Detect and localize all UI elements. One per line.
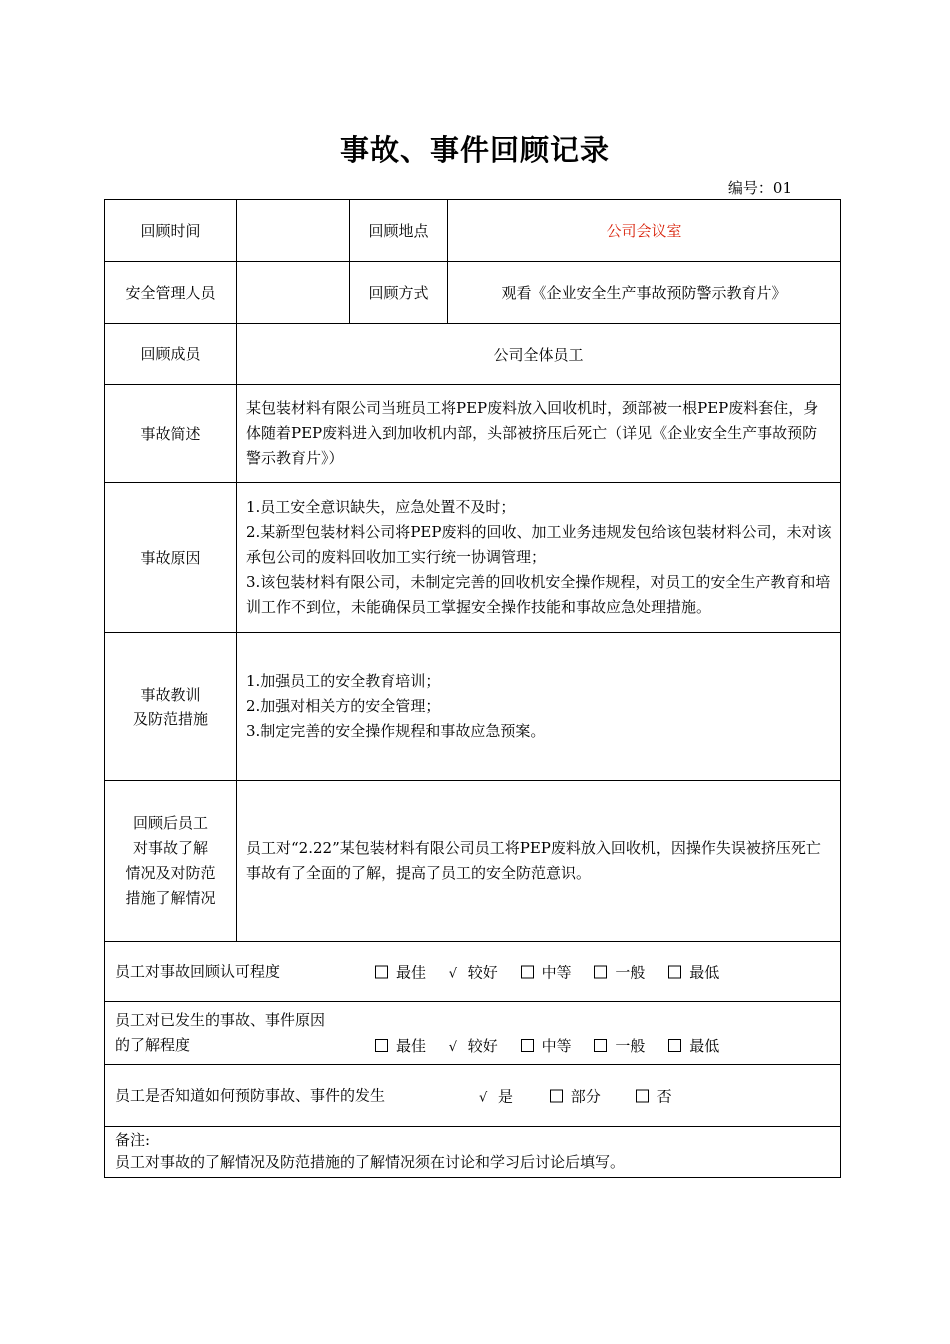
table-row (105, 1065, 841, 1127)
approval-rating-label: 员工对事故回顾认可程度 (115, 962, 281, 980)
option-medium[interactable]: 中等 (521, 961, 572, 982)
checkmark-icon[interactable]: √ (448, 966, 458, 981)
remarks-text: 员工对事故的了解情况及防范措施的了解情况须在讨论和学习后讨论后填写。 (115, 1153, 626, 1171)
review-method-value[interactable]: 观看《企业安全生产事故预防警示教育片》 (448, 262, 841, 324)
review-time-label: 回顾时间 (105, 200, 237, 262)
label-line: 员工对已发生的事故、事件原因 (115, 1011, 326, 1029)
table-row (105, 781, 841, 942)
list-item: 1.员工安全意识缺失，应急处置不及时； (246, 498, 516, 516)
remarks-cell[interactable] (105, 1127, 841, 1178)
lessons-label (105, 633, 237, 781)
lessons-list[interactable] (237, 633, 841, 781)
table-row (105, 1002, 841, 1065)
checkbox-icon[interactable] (594, 965, 607, 978)
review-record-table (104, 199, 841, 1178)
option-best[interactable]: 最佳 (375, 1035, 426, 1056)
option-good[interactable]: √ 较好 (448, 1037, 498, 1055)
option-lowest[interactable]: 最低 (668, 1035, 719, 1056)
label-line: 措施了解情况 (125, 889, 216, 907)
accident-summary-text[interactable]: 某包装材料有限公司当班员工将PEP废料放入回收机时，颈部被一根PEP废料套住，身体随着PEP废料进入到加收机内部，头部被挤压后死亡（详见《企业安全生产事故预防警示教育片》） (237, 385, 841, 483)
checkbox-icon[interactable] (521, 965, 534, 978)
checkbox-icon[interactable] (636, 1089, 649, 1102)
label-line: 的了解程度 (115, 1036, 191, 1054)
list-item: 1.加强员工的安全教育培训； (246, 672, 441, 690)
list-item: 3.该包装材料有限公司，未制定完善的回收机安全操作规程，对员工的安全生产教育和培训工作不到位，未能确保员工掌握安全操作技能和事故应急处理措施。 (246, 573, 831, 616)
cause-understanding-label (115, 1008, 325, 1058)
approval-rating-options (375, 961, 737, 982)
table-row (105, 200, 841, 262)
label-line: 对事故了解 (132, 839, 208, 857)
label-line: 情况及对防范 (125, 864, 216, 882)
option-partial[interactable]: 部分 (550, 1085, 601, 1106)
prevention-knowledge-label: 员工是否知道如何预防事故、事件的发生 (115, 1086, 386, 1104)
checkbox-icon[interactable] (375, 965, 388, 978)
table-row (105, 633, 841, 781)
list-item: 2.某新型包装材料公司将PEP废料的回收、加工业务违规发包给该包装材料公司，未对该承包公司的废料回收加工实行统一协调管理； (246, 523, 832, 566)
option-lowest[interactable]: 最低 (668, 961, 719, 982)
option-good[interactable]: √ 较好 (448, 963, 498, 981)
table-row (105, 1127, 841, 1178)
cause-understanding-row (105, 1002, 841, 1065)
checkbox-icon[interactable] (668, 965, 681, 978)
review-method-label: 回顾方式 (350, 262, 448, 324)
checkmark-icon[interactable]: √ (448, 1040, 458, 1055)
label-line: 回顾后员工 (132, 814, 208, 832)
table-row (105, 483, 841, 633)
table-row (105, 942, 841, 1002)
option-no[interactable]: 否 (636, 1085, 672, 1106)
employee-understanding-label (105, 781, 237, 942)
lessons-label-line: 及防范措施 (132, 709, 208, 728)
option-yes[interactable]: √ 是 (479, 1087, 514, 1105)
option-fair[interactable]: 一般 (594, 961, 645, 982)
table-row (105, 262, 841, 324)
option-medium[interactable]: 中等 (521, 1035, 572, 1056)
lessons-label-line: 事故教训 (140, 685, 201, 704)
accident-cause-label: 事故原因 (105, 483, 237, 633)
table-row (105, 385, 841, 483)
accident-summary-label: 事故简述 (105, 385, 237, 483)
review-members-label: 回顾成员 (105, 324, 237, 385)
remarks-label: 备注: (115, 1131, 151, 1149)
page-title: 事故、事件回顾记录 (339, 133, 610, 167)
safety-manager-label: 安全管理人员 (105, 262, 237, 324)
review-place-value[interactable]: 公司会议室 (448, 200, 841, 262)
review-members-value[interactable]: 公司全体员工 (237, 324, 841, 385)
checkbox-icon[interactable] (521, 1039, 534, 1052)
checkbox-icon[interactable] (550, 1089, 563, 1102)
list-item: 2.加强对相关方的安全管理； (246, 697, 441, 715)
document-number: 编号：01 (727, 179, 792, 197)
prevention-knowledge-options (479, 1085, 690, 1106)
review-place-label: 回顾地点 (350, 200, 448, 262)
safety-manager-value[interactable] (237, 262, 350, 324)
option-best[interactable]: 最佳 (375, 961, 426, 982)
accident-cause-list[interactable] (237, 483, 841, 633)
checkmark-icon[interactable]: √ (479, 1090, 488, 1105)
employee-understanding-text[interactable]: 员工对“2.22”某包装材料有限公司员工将PEP废料放入回收机，因操作失误被挤压死亡事故有了全面的了解，提高了员工的安全防范意识。 (237, 781, 841, 942)
checkbox-icon[interactable] (375, 1039, 388, 1052)
checkbox-icon[interactable] (668, 1039, 681, 1052)
list-item: 3.制定完善的安全操作规程和事故应急预案。 (246, 722, 546, 740)
cause-understanding-options (375, 1035, 737, 1056)
prevention-knowledge-row (105, 1065, 841, 1127)
table-row (105, 324, 841, 385)
approval-rating-row (105, 942, 841, 1002)
review-time-value[interactable] (237, 200, 350, 262)
option-fair[interactable]: 一般 (594, 1035, 645, 1056)
checkbox-icon[interactable] (594, 1039, 607, 1052)
